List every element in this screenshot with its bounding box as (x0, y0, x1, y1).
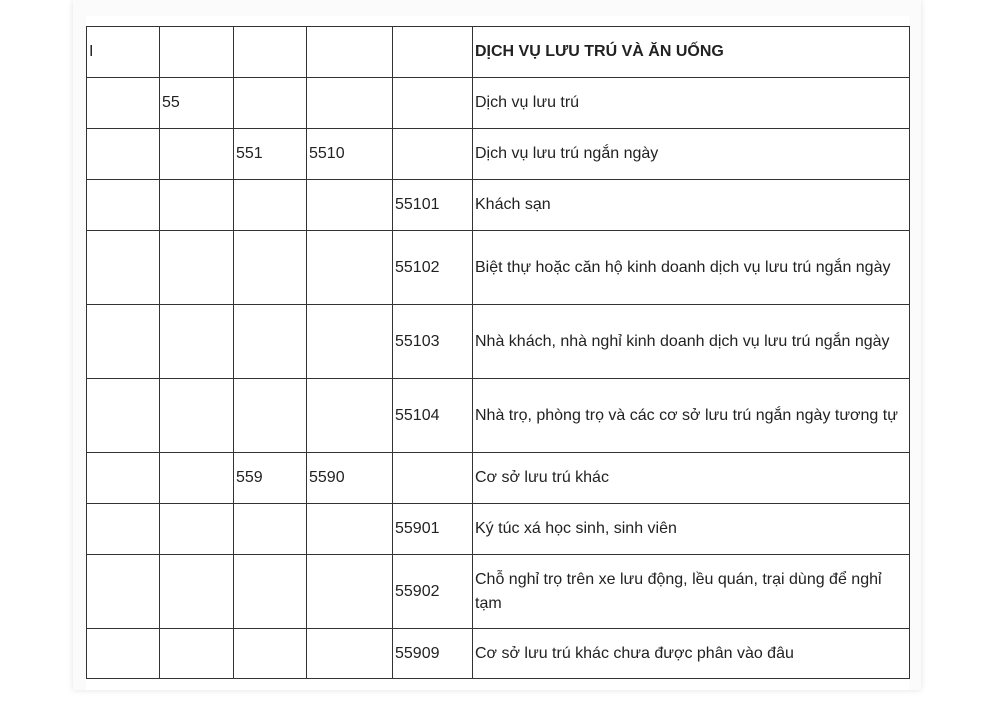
level1-code-cell (87, 305, 160, 379)
level1-code-cell: I (87, 27, 160, 78)
level5-code-cell (393, 129, 473, 180)
level2-code-cell (160, 379, 234, 453)
level3-code-cell (234, 305, 307, 379)
level1-code-cell (87, 453, 160, 504)
level3-code-cell: 559 (234, 453, 307, 504)
table-row (87, 231, 910, 305)
table-row (87, 129, 910, 180)
level1-code-cell (87, 78, 160, 129)
level2-code-cell (160, 27, 234, 78)
level5-code-cell: 55102 (393, 231, 473, 305)
table-row (87, 629, 910, 679)
description-cell: Cơ sở lưu trú khác chưa được phân vào đâu (473, 629, 910, 679)
level5-code-cell (393, 27, 473, 78)
level2-code-cell: 55 (160, 78, 234, 129)
level3-code-cell (234, 555, 307, 629)
level2-code-cell (160, 504, 234, 555)
level1-code-cell (87, 504, 160, 555)
description-cell: Khách sạn (473, 180, 910, 231)
level4-code-cell (307, 305, 393, 379)
level3-code-cell (234, 78, 307, 129)
level3-code-cell (234, 629, 307, 679)
level1-code-cell (87, 555, 160, 629)
level5-code-cell: 55902 (393, 555, 473, 629)
level4-code-cell (307, 231, 393, 305)
level4-code-cell: 5590 (307, 453, 393, 504)
level1-code-cell (87, 129, 160, 180)
table-row (87, 555, 910, 629)
level4-code-cell (307, 379, 393, 453)
table-row (87, 78, 910, 129)
level5-code-cell: 55103 (393, 305, 473, 379)
level4-code-cell (307, 629, 393, 679)
document-sheet (86, 16, 909, 690)
table-row (87, 379, 910, 453)
level3-code-cell (234, 180, 307, 231)
table-row (87, 504, 910, 555)
description-cell: Chỗ nghỉ trọ trên xe lưu động, lều quán, trại dùng để nghỉ tạm (473, 555, 910, 629)
level4-code-cell (307, 555, 393, 629)
level4-code-cell (307, 504, 393, 555)
level1-code-cell (87, 231, 160, 305)
level1-code-cell (87, 180, 160, 231)
level4-code-cell (307, 78, 393, 129)
level3-code-cell (234, 231, 307, 305)
level4-code-cell: 5510 (307, 129, 393, 180)
description-cell: DỊCH VỤ LƯU TRÚ VÀ ĂN UỐNG (473, 27, 910, 78)
description-cell: Nhà khách, nhà nghỉ kinh doanh dịch vụ lưu trú ngắn ngày (473, 305, 910, 379)
level5-code-cell: 55901 (393, 504, 473, 555)
table-row (87, 305, 910, 379)
level4-code-cell (307, 180, 393, 231)
description-cell: Cơ sở lưu trú khác (473, 453, 910, 504)
level5-code-cell: 55909 (393, 629, 473, 679)
level2-code-cell (160, 180, 234, 231)
level2-code-cell (160, 629, 234, 679)
level3-code-cell (234, 504, 307, 555)
description-cell: Ký túc xá học sinh, sinh viên (473, 504, 910, 555)
level2-code-cell (160, 305, 234, 379)
level2-code-cell (160, 129, 234, 180)
level3-code-cell: 551 (234, 129, 307, 180)
level3-code-cell (234, 27, 307, 78)
level1-code-cell (87, 629, 160, 679)
level2-code-cell (160, 231, 234, 305)
level5-code-cell (393, 78, 473, 129)
level5-code-cell: 55104 (393, 379, 473, 453)
table-row (87, 27, 910, 78)
level2-code-cell (160, 453, 234, 504)
level3-code-cell (234, 379, 307, 453)
table-row (87, 180, 910, 231)
description-cell: Dịch vụ lưu trú ngắn ngày (473, 129, 910, 180)
level5-code-cell: 55101 (393, 180, 473, 231)
level2-code-cell (160, 555, 234, 629)
level1-code-cell (87, 379, 160, 453)
description-cell: Biệt thự hoặc căn hộ kinh doanh dịch vụ lưu trú ngắn ngày (473, 231, 910, 305)
description-cell: Dịch vụ lưu trú (473, 78, 910, 129)
level5-code-cell (393, 453, 473, 504)
industry-code-table (86, 26, 910, 679)
table-row (87, 453, 910, 504)
description-cell: Nhà trọ, phòng trọ và các cơ sở lưu trú ngắn ngày tương tự (473, 379, 910, 453)
level4-code-cell (307, 27, 393, 78)
